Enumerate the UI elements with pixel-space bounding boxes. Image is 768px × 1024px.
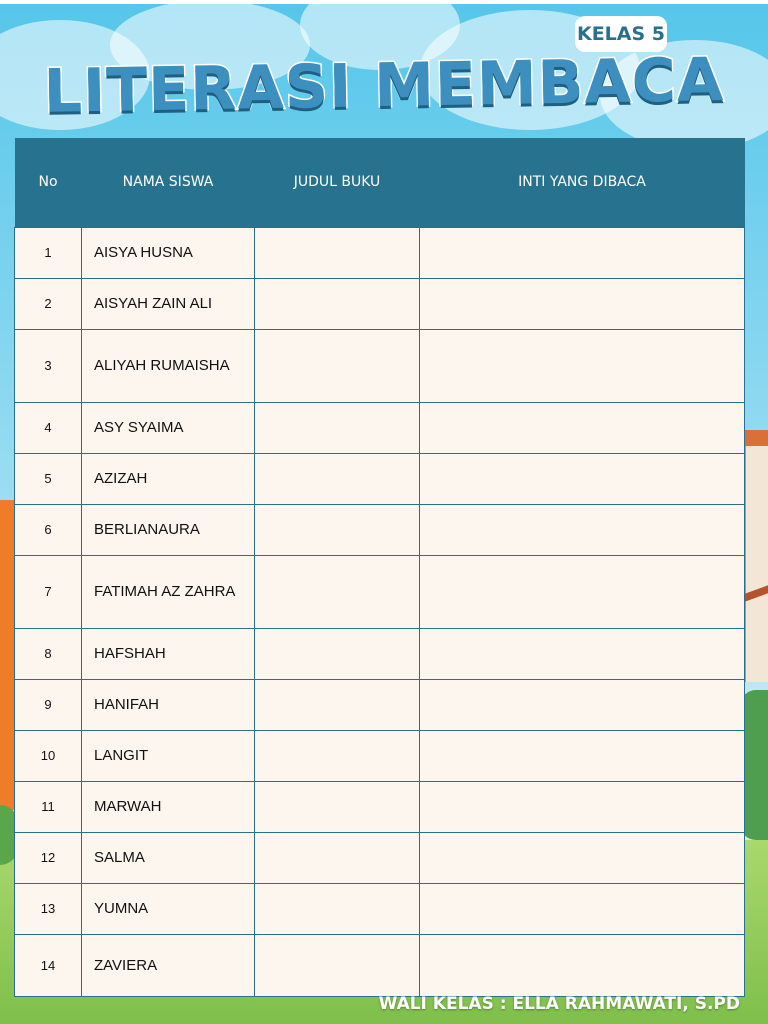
student-name: MARWAH <box>82 781 255 832</box>
book-title-cell[interactable] <box>255 781 420 832</box>
row-number: 4 <box>15 402 82 453</box>
reading-summary-cell[interactable] <box>420 934 745 996</box>
table-header-row <box>15 138 745 227</box>
student-name: YUMNA <box>82 883 255 934</box>
table-row <box>15 278 745 329</box>
table-row <box>15 227 745 278</box>
student-name: AISYA HUSNA <box>82 227 255 278</box>
table-row <box>15 934 745 996</box>
book-title-cell[interactable] <box>255 730 420 781</box>
row-number: 14 <box>15 934 82 996</box>
student-name: HANIFAH <box>82 679 255 730</box>
reading-summary-cell[interactable] <box>420 832 745 883</box>
reading-summary-cell[interactable] <box>420 781 745 832</box>
row-number: 11 <box>15 781 82 832</box>
reading-summary-cell[interactable] <box>420 402 745 453</box>
class-badge: KELAS 5 <box>575 16 667 52</box>
row-number: 9 <box>15 679 82 730</box>
student-name: ALIYAH RUMAISHA <box>82 329 255 402</box>
book-title-cell[interactable] <box>255 227 420 278</box>
row-number: 2 <box>15 278 82 329</box>
book-title-cell[interactable] <box>255 453 420 504</box>
reading-table-container <box>14 138 744 997</box>
table-row <box>15 679 745 730</box>
table-row <box>15 402 745 453</box>
book-title-cell[interactable] <box>255 504 420 555</box>
student-name: HAFSHAH <box>82 628 255 679</box>
row-number: 13 <box>15 883 82 934</box>
reading-summary-cell[interactable] <box>420 504 745 555</box>
student-name: ZAVIERA <box>82 934 255 996</box>
book-title-cell[interactable] <box>255 402 420 453</box>
col-header-summary: INTI YANG DIBACA <box>420 138 745 227</box>
student-name: AISYAH ZAIN ALI <box>82 278 255 329</box>
reading-summary-cell[interactable] <box>420 679 745 730</box>
row-number: 7 <box>15 555 82 628</box>
row-number: 6 <box>15 504 82 555</box>
table-row <box>15 832 745 883</box>
reading-summary-cell[interactable] <box>420 453 745 504</box>
teacher-credit: WALI KELAS : ELLA RAHMAWATI, S.PD <box>378 994 740 1014</box>
book-title-cell[interactable] <box>255 679 420 730</box>
house-right-decoration <box>742 432 768 682</box>
book-title-cell[interactable] <box>255 555 420 628</box>
reading-summary-cell[interactable] <box>420 555 745 628</box>
row-number: 10 <box>15 730 82 781</box>
book-title-cell[interactable] <box>255 329 420 402</box>
table-row <box>15 453 745 504</box>
row-number: 1 <box>15 227 82 278</box>
table-row <box>15 781 745 832</box>
book-title-cell[interactable] <box>255 832 420 883</box>
table-row <box>15 329 745 402</box>
reading-summary-cell[interactable] <box>420 730 745 781</box>
col-header-book: JUDUL BUKU <box>255 138 420 227</box>
table-row <box>15 628 745 679</box>
reading-summary-cell[interactable] <box>420 227 745 278</box>
student-name: AZIZAH <box>82 453 255 504</box>
reading-summary-cell[interactable] <box>420 883 745 934</box>
student-name: ASY SYAIMA <box>82 402 255 453</box>
reading-table <box>14 138 745 997</box>
book-title-cell[interactable] <box>255 934 420 996</box>
reading-summary-cell[interactable] <box>420 329 745 402</box>
col-header-name: NAMA SISWA <box>82 138 255 227</box>
book-title-cell[interactable] <box>255 628 420 679</box>
student-name: SALMA <box>82 832 255 883</box>
student-name: LANGIT <box>82 730 255 781</box>
book-title-cell[interactable] <box>255 278 420 329</box>
house-right-roof <box>742 430 768 446</box>
row-number: 5 <box>15 453 82 504</box>
page-title: LITERASI MEMBACA <box>43 45 725 127</box>
table-row <box>15 730 745 781</box>
student-name: FATIMAH AZ ZAHRA <box>82 555 255 628</box>
student-name: BERLIANAURA <box>82 504 255 555</box>
row-number: 3 <box>15 329 82 402</box>
reading-summary-cell[interactable] <box>420 278 745 329</box>
table-row <box>15 504 745 555</box>
row-number: 8 <box>15 628 82 679</box>
table-row <box>15 883 745 934</box>
book-title-cell[interactable] <box>255 883 420 934</box>
reading-summary-cell[interactable] <box>420 628 745 679</box>
table-row <box>15 555 745 628</box>
col-header-no: No <box>15 138 82 227</box>
row-number: 12 <box>15 832 82 883</box>
